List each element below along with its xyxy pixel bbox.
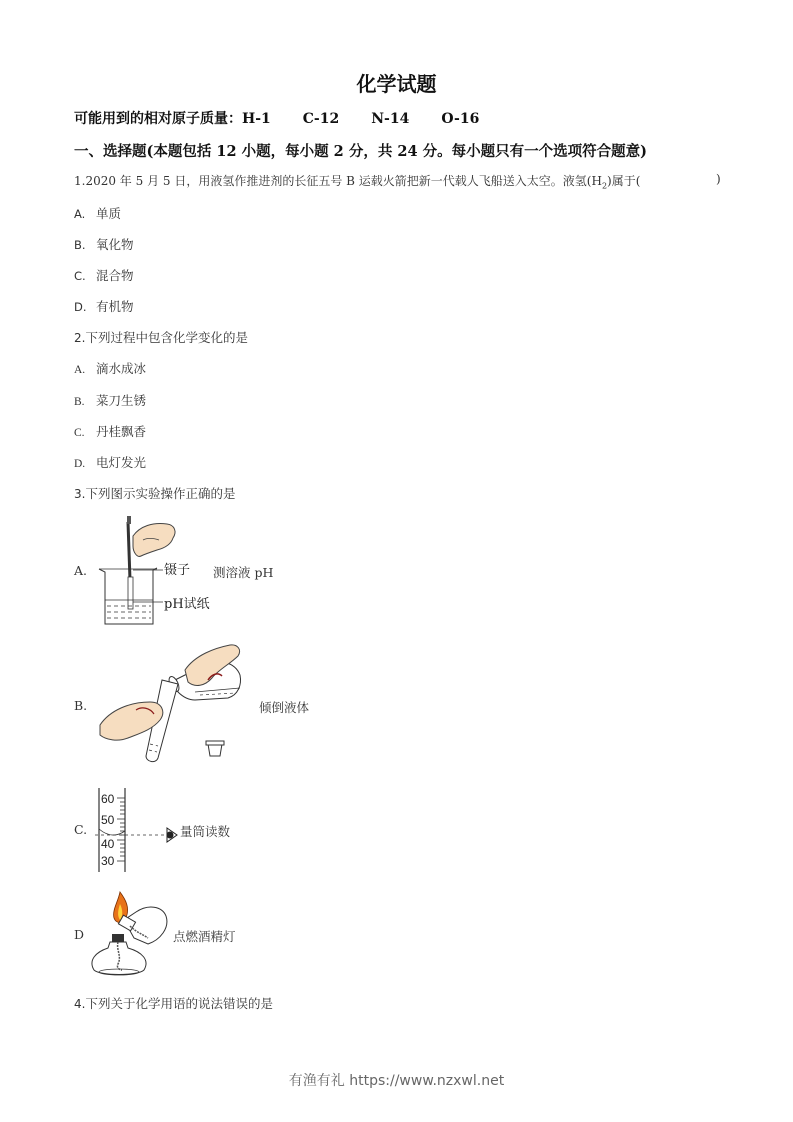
footer-watermark: 有渔有礼 https://www.nzxwl.net bbox=[288, 1073, 505, 1089]
q3-option-c-label: C. bbox=[74, 822, 88, 837]
svg-text:50: 50 bbox=[101, 813, 115, 827]
q1-option-c: C. 混合物 bbox=[74, 268, 134, 283]
q2-option-d: D. 电灯发光 bbox=[74, 455, 147, 470]
atomic-mass-o: O-16 bbox=[441, 111, 480, 127]
question-4-stem: 4.下列关于化学用语的说法错误的是 bbox=[74, 996, 273, 1011]
q2-option-c: C. 丹桂飘香 bbox=[74, 424, 147, 439]
q3-option-b-caption: 倾倒液体 bbox=[259, 700, 310, 715]
pouring-liquid-figure bbox=[100, 640, 250, 765]
q3-option-d-label: D bbox=[74, 927, 85, 942]
atomic-masses-label: 可能用到的相对原子质量： bbox=[74, 111, 242, 127]
atomic-mass-c: C-12 bbox=[302, 111, 340, 127]
q3-option-a-label: A. bbox=[74, 563, 88, 578]
atomic-masses-line bbox=[74, 108, 511, 128]
atomic-mass-n: N-14 bbox=[371, 111, 410, 127]
q3-option-b-label: B. bbox=[74, 698, 88, 713]
question-1-stem: 1.2020 年 5 月 5 日，用液氢作推进剂的长征五号 B 运载火箭把新一代载人飞船送入太空。液氢$(H_2)$属于( bbox=[74, 174, 641, 191]
q3-option-a-caption: 测溶液 pH bbox=[213, 565, 274, 580]
q2-option-a: A. 滴水成冰 bbox=[74, 361, 147, 376]
svg-text:60: 60 bbox=[101, 792, 115, 806]
q1-option-b: B. 氧化物 bbox=[74, 237, 134, 252]
svg-text:30: 30 bbox=[101, 854, 115, 868]
q3-option-d-caption: 点燃酒精灯 bbox=[173, 929, 236, 944]
q2-option-b: B. 菜刀生锈 bbox=[74, 393, 147, 408]
question-2-stem: 2.下列过程中包含化学变化的是 bbox=[74, 330, 248, 345]
ph-paper-label: pH试纸 bbox=[164, 597, 210, 612]
q1-option-a: A. 单质 bbox=[74, 206, 122, 221]
ph-test-figure bbox=[95, 512, 225, 630]
svg-text:40: 40 bbox=[101, 837, 115, 851]
q1-option-d: D. 有机物 bbox=[74, 299, 134, 314]
section-heading: 一、选择题(本题包括 12 小题，每小题 2 分，共 24 分。每小题只有一个选项符合题意) bbox=[74, 143, 647, 160]
page-title: 化学试题 bbox=[356, 72, 437, 96]
q3-option-c-caption: 量筒读数 bbox=[180, 824, 231, 839]
question-3-stem: 3.下列图示实验操作正确的是 bbox=[74, 486, 236, 501]
question-1-answer-blank-close: ) bbox=[716, 172, 721, 186]
graduated-cylinder-figure bbox=[95, 788, 185, 872]
tweezers-label: 镊子 bbox=[164, 563, 191, 578]
alcohol-lamp-figure bbox=[92, 890, 172, 980]
atomic-mass-h: H-1 bbox=[242, 111, 271, 127]
